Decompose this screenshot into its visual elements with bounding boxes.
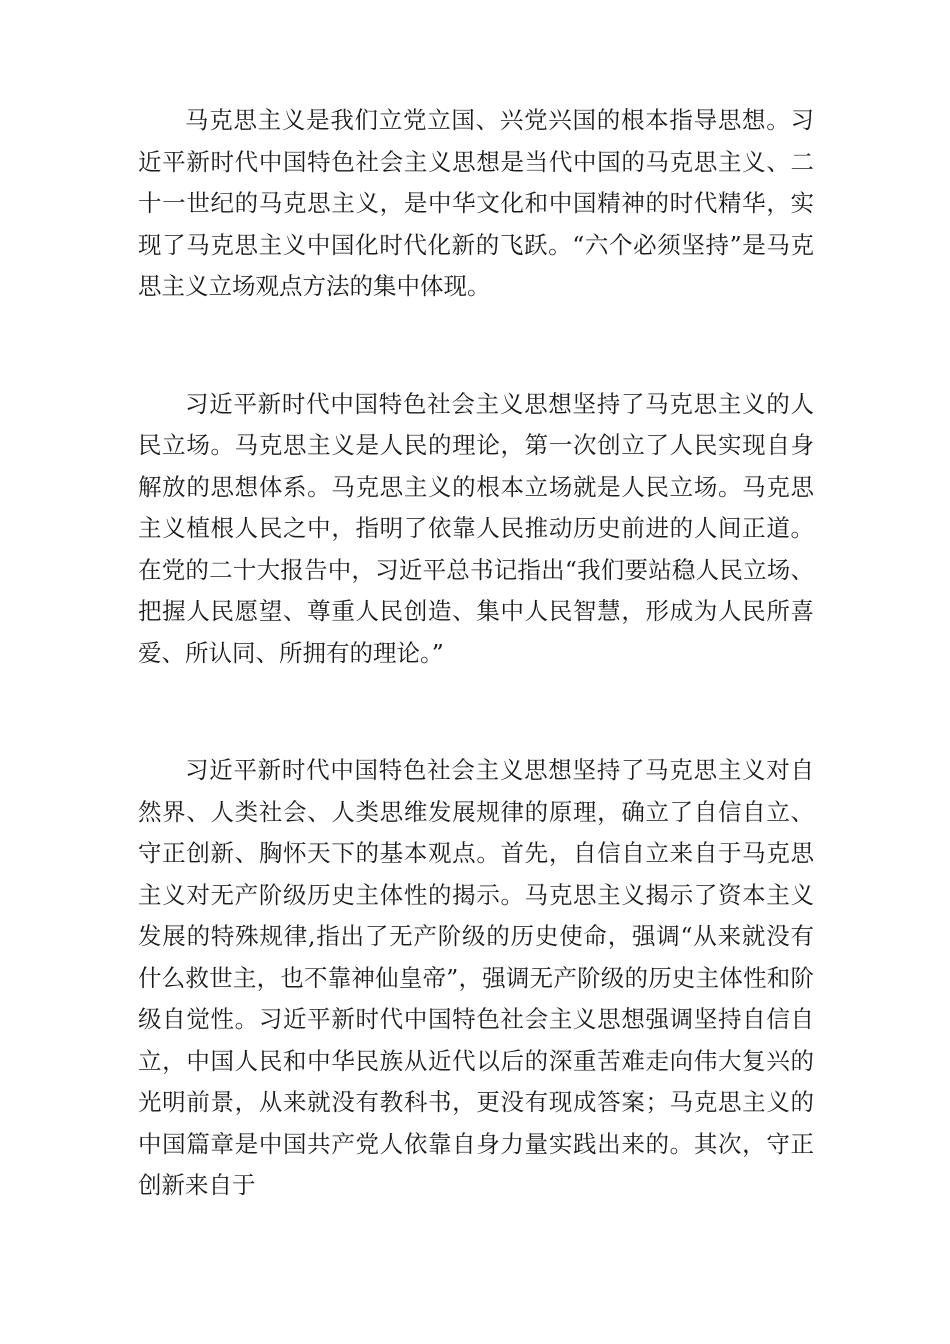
paragraph-1: 马克思主义是我们立党立国、兴党兴国的根本指导思想。习近平新时代中国特色社会主义思想是当代中国的马克思主义、二十一世纪的马克思主义，是中华文化和中国精神的时代精华，实现了马克思主义中国化时代化新的飞跃。“六个必须坚持”是马克思主义立场观点方法的集中体现。 (138, 106, 814, 300)
paragraph-3: 习近平新时代中国特色社会主义思想坚持了马克思主义对自然界、人类社会、人类思维发展规律的原理，确立了自信自立、守正创新、胸怀天下的基本观点。首先，自信自立来自于马克思主义对无产阶级历史主体性的揭示。马克思主义揭示了资本主义发展的特殊规律,指出了无产阶级的历史使命，强调“从来就没有什么救世主，也不靠神仙皇帝”，强调无产阶级的历史主体性和阶级自觉性。习近平新时代中国特色社会主义思想强调坚持自信自立，中国人民和中华民族从近代以后的深重苦难走向伟大复兴的光明前景，从来就没有教科书，更没有现成答案；马克思主义的中国篇章是中国共产党人依靠自身力量实践出来的。其次，守正创新来自于 (138, 756, 814, 1199)
document-body (138, 100, 814, 1207)
paragraph-2: 习近平新时代中国特色社会主义思想坚持了马克思主义的人民立场。马克思主义是人民的理论，第一次创立了人民实现自身解放的思想体系。马克思主义的根本立场就是人民立场。马克思主义植根人民之中，指明了依靠人民推动历史前进的人间正道。在党的二十大报告中，习近平总书记指出“我们要站稳人民立场、把握人民愿望、尊重人民创造、集中人民智慧，形成为人民所喜爱、所认同、所拥有的理论。” (138, 389, 814, 667)
